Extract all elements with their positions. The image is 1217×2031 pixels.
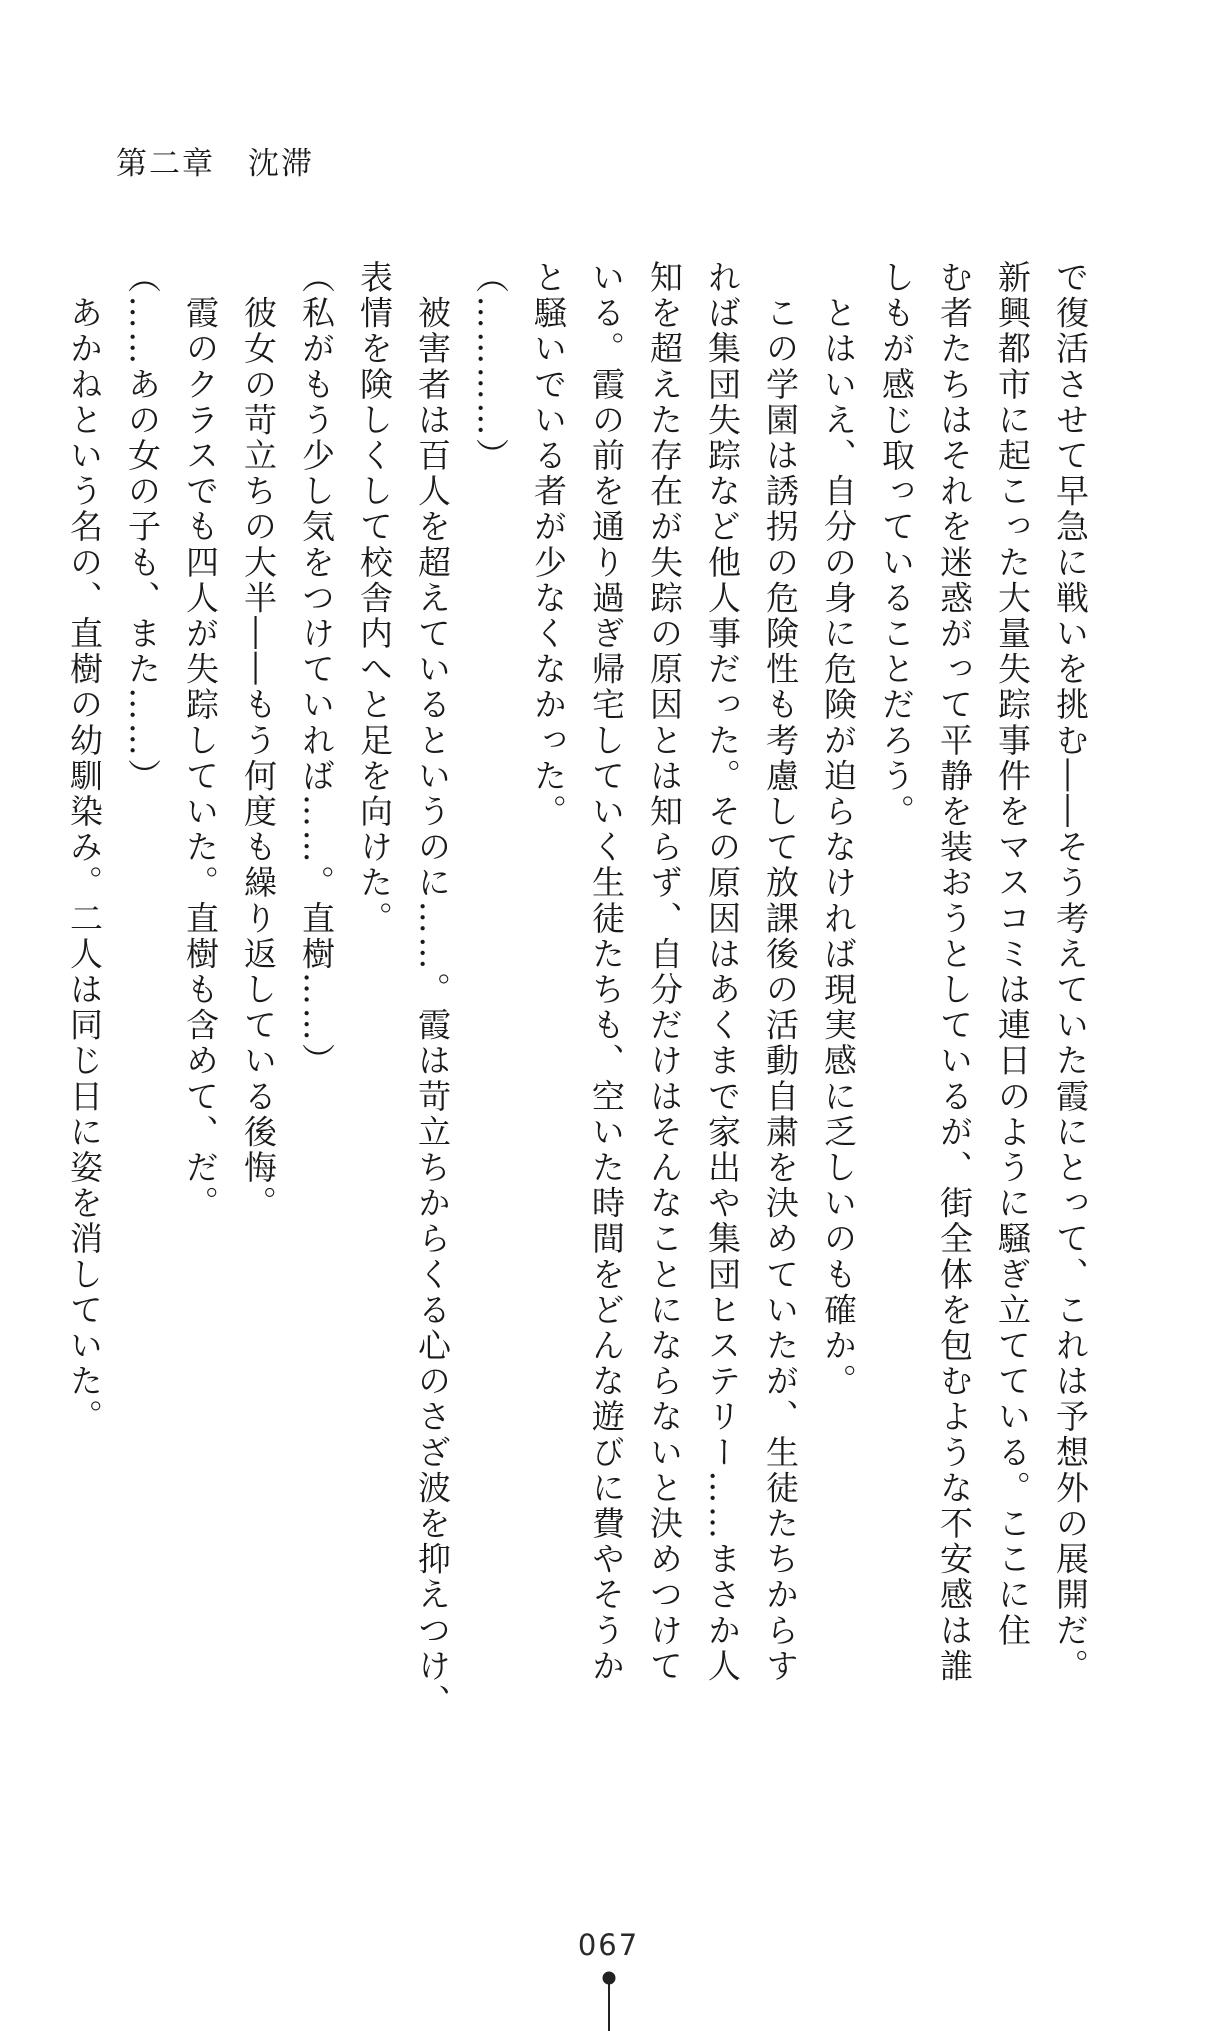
- text-line: （……あの女の子も、また……）: [123, 260, 162, 794]
- text-line: この学園は誘拐の危険性も考慮して放課後の活動自粛を決めていたが、生徒たちからす: [761, 260, 800, 1684]
- text-line: で復活させて早急に戦いを挑む――そう考えていた霞にとって、これは予想外の展開だ。: [1051, 260, 1090, 1684]
- text-line: 新興都市に起こった大量失踪事件をマスコミは連日のように騒ぎ立てている。ここに住: [993, 260, 1032, 1649]
- running-header-chapter-title: 第二章 沈滞: [116, 146, 314, 182]
- text-line: しもが感じ取っていることだろう。: [877, 260, 916, 830]
- page-marker-icon: [602, 1970, 616, 2031]
- text-line: 表情を険しくして校舎内へと足を向けた。: [355, 260, 394, 937]
- text-line: （…………）: [471, 260, 510, 474]
- text-line: いる。霞の前を通り過ぎ帰宅していく生徒たちも、空いた時間をどんな遊びに費やそうか: [587, 260, 626, 1684]
- page-number: 067: [577, 1928, 640, 1962]
- text-line: とはいえ、自分の身に危険が迫らなければ現実感に乏しいのも確か。: [819, 260, 858, 1400]
- text-line: あかねという名の、直樹の幼馴染み。二人は同じ日に姿を消していた。: [65, 260, 104, 1435]
- vertical-body-text: [55, 260, 1099, 1900]
- text-line: 彼女の苛立ちの大半――もう何度も繰り返している後悔。: [239, 260, 278, 1222]
- text-line: 霞のクラスでも四人が失踪していた。直樹も含めて、だ。: [181, 260, 220, 1222]
- text-line: 被害者は百人を超えているというのに……。霞は苛立ちからくる心のさざ波を抑えつけ、: [413, 260, 452, 1720]
- text-line: 知を超えた存在が失踪の原因とは知らず、自分だけはそんなことにならないと決めつけて: [645, 260, 684, 1684]
- text-line: れば集団失踪など他人事だった。その原因はあくまで家出や集団ヒステリー……まさか人: [703, 260, 742, 1684]
- text-line: （私がもう少し気をつけていれば……。直樹……）: [297, 260, 336, 1079]
- text-line: と騒いでいる者が少なくなかった。: [529, 260, 568, 830]
- text-line: む者たちはそれを迷惑がって平静を装おうとしているが、街全体を包むような不安感は誰: [935, 260, 974, 1684]
